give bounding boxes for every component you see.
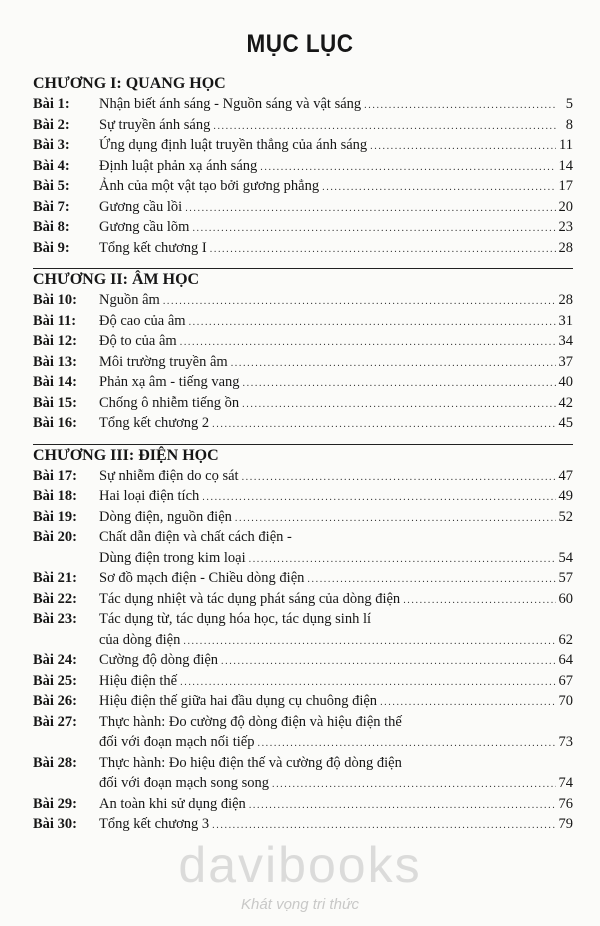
page-number: 52: [558, 508, 573, 525]
toc-entry-line: [33, 197, 573, 218]
lesson-label: Bài 28:: [33, 754, 77, 771]
toc-entry-line: [33, 290, 573, 311]
page-number: 49: [558, 488, 573, 504]
page-number: 45: [558, 415, 573, 431]
page-number: 37: [558, 353, 573, 370]
toc-entry-line: [33, 466, 573, 487]
lesson-title: Độ to của âm: [99, 333, 177, 349]
dot-leader: [212, 415, 555, 436]
dot-leader: [249, 550, 556, 571]
dot-leader: [249, 796, 556, 817]
page-number: 20: [558, 198, 573, 215]
page-title: MỤC LỤC: [246, 30, 354, 58]
lesson-label: Bài 29:: [33, 795, 77, 812]
toc-entry-line: [33, 691, 573, 712]
toc-entry-line: [33, 712, 573, 733]
lesson-title: của dòng điện: [99, 631, 181, 648]
dot-leader: [403, 591, 555, 612]
toc-entry: [33, 814, 573, 835]
lesson-title: Tổng kết chương 2: [99, 415, 210, 431]
page-number: 5: [565, 96, 573, 112]
toc-entry: [33, 156, 573, 177]
toc-entry-line: [33, 527, 573, 548]
toc-entry: [33, 94, 573, 115]
toc-entry-line: [33, 331, 573, 352]
dot-leader: [322, 178, 555, 199]
toc-entry-line: [33, 413, 573, 434]
lesson-label: Bài 11:: [33, 312, 77, 329]
lesson-title: Cường độ dòng điện: [99, 652, 219, 668]
dot-leader: [257, 734, 555, 755]
page-number: 42: [558, 394, 573, 411]
toc-entry-line: [33, 311, 573, 332]
toc-entry-line: [33, 609, 573, 630]
dot-leader: [192, 219, 555, 240]
lesson-title: Chất dẫn điện và chất cách điện -: [99, 529, 292, 545]
lesson-title: Ứng dụng định luật truyền thẳng của ánh sáng: [99, 137, 368, 153]
toc-entry-line: [33, 217, 573, 238]
toc-entry-line: [33, 372, 573, 393]
page-number: 17: [558, 178, 573, 194]
lesson-label: Bài 17:: [33, 467, 77, 484]
toc-entry: [33, 486, 573, 507]
page-number: 70: [558, 693, 573, 709]
toc-entry: [33, 589, 573, 610]
lesson-label: Bài 24:: [33, 652, 77, 668]
dot-leader: [272, 775, 556, 796]
toc-entry: [33, 176, 573, 197]
toc-entry: [33, 135, 573, 156]
lesson-label: Bài 20:: [33, 529, 77, 545]
lesson-label: Bài 18:: [33, 488, 77, 504]
toc-entry: [33, 691, 573, 712]
toc-entry: [33, 650, 573, 671]
toc-entry-line: [33, 630, 573, 651]
toc-entry-line: [33, 238, 573, 259]
lesson-title: Dòng điện, nguồn điện: [99, 508, 232, 525]
dot-leader: [221, 652, 555, 673]
page-number: 62: [558, 631, 573, 648]
lesson-label: Bài 12:: [33, 333, 77, 349]
toc-entry: [33, 352, 573, 373]
chapter-heading: CHƯƠNG I: QUANG HỌC: [33, 75, 226, 92]
toc-entry: [33, 753, 573, 794]
chapter-heading: CHƯƠNG III: ĐIỆN HỌC: [33, 444, 573, 466]
page-number: 67: [558, 672, 573, 689]
dot-leader: [380, 693, 555, 714]
toc-entry-line: [33, 814, 573, 835]
lesson-label: Bài 8:: [33, 219, 70, 235]
lesson-title: Chống ô nhiễm tiếng ồn: [99, 394, 240, 411]
toc-entry: [33, 290, 573, 311]
toc-entry-line: [33, 773, 573, 794]
lesson-label: Bài 2:: [33, 116, 70, 133]
dot-leader: [180, 333, 556, 354]
toc-entry-line: [33, 568, 573, 589]
page-number: 47: [558, 467, 573, 484]
dot-leader: [260, 158, 555, 179]
dot-leader: [231, 354, 556, 375]
page-number: 57: [558, 570, 573, 586]
toc-entry: [33, 238, 573, 259]
toc-entry: [33, 331, 573, 352]
page-number: 28: [558, 292, 573, 308]
lesson-label: Bài 27:: [33, 713, 77, 730]
lesson-label: Bài 25:: [33, 672, 77, 689]
dot-leader: [183, 632, 555, 653]
lesson-title: đối với đoạn mạch nối tiếp: [99, 734, 255, 750]
toc-entry: [33, 507, 573, 528]
toc-entry: [33, 609, 573, 650]
toc-entry-line: [33, 671, 573, 692]
lesson-label: Bài 30:: [33, 816, 77, 832]
dot-leader: [189, 313, 556, 334]
lesson-title: Độ cao của âm: [99, 312, 186, 329]
toc-entry: [33, 794, 573, 815]
dot-leader: [180, 673, 555, 694]
toc-entry-line: [33, 650, 573, 671]
toc-entry: [33, 372, 573, 393]
page-number: 60: [558, 590, 573, 607]
toc-entry-line: [33, 486, 573, 507]
chapter-heading: CHƯƠNG II: ÂM HỌC: [33, 268, 573, 290]
lesson-title: Môi trường truyền âm: [99, 353, 228, 370]
lesson-label: Bài 21:: [33, 570, 77, 586]
toc-entry-line: [33, 794, 573, 815]
watermark-logo: davibooks: [178, 837, 422, 893]
toc-entry: [33, 393, 573, 414]
page-number: 11: [559, 137, 573, 153]
toc-entry-line: [33, 507, 573, 528]
lesson-title: Thực hành: Đo hiệu điện thế và cường độ dòng điện: [99, 754, 402, 771]
toc-entry-line: [33, 589, 573, 610]
lesson-title: Sơ đồ mạch điện - Chiều dòng điện: [99, 570, 305, 586]
lesson-title: Định luật phản xạ ánh sáng: [99, 157, 258, 174]
toc-entry: [33, 527, 573, 568]
toc-entry: [33, 466, 573, 487]
lesson-title: Dùng điện trong kim loại: [99, 549, 246, 566]
lesson-title: Nguồn âm: [99, 292, 160, 308]
dot-leader: [212, 816, 555, 837]
lesson-label: Bài 15:: [33, 394, 77, 411]
lesson-label: Bài 23:: [33, 611, 77, 627]
lesson-title: Tác dụng từ, tác dụng hóa học, tác dụng sinh lí: [99, 611, 372, 627]
lesson-title: Phản xạ âm - tiếng vang: [99, 374, 240, 390]
page-number: 40: [558, 374, 573, 390]
page-number: 31: [558, 312, 573, 329]
lesson-title: Thực hành: Đo cường độ dòng điện và hiệu điện thế: [99, 713, 402, 730]
lesson-title: Hiệu điện thế giữa hai đầu dụng cụ chuông điện: [99, 693, 378, 709]
lesson-title: Hiệu điện thế: [99, 672, 178, 689]
toc-entry-line: [33, 156, 573, 177]
toc-entry: [33, 311, 573, 332]
lesson-label: Bài 19:: [33, 508, 77, 525]
lesson-label: Bài 10:: [33, 292, 77, 308]
toc-entry: [33, 115, 573, 136]
dot-leader: [242, 468, 556, 489]
dot-leader: [185, 199, 555, 220]
toc-entry: [33, 671, 573, 692]
lesson-label: Bài 7:: [33, 198, 70, 215]
toc-entry-line: [33, 176, 573, 197]
lesson-title: Tác dụng nhiệt và tác dụng phát sáng của dòng điện: [99, 590, 401, 607]
toc-entry-line: [33, 115, 573, 136]
page-number: 34: [558, 333, 573, 349]
dot-leader: [307, 570, 555, 591]
dot-leader: [242, 395, 555, 416]
lesson-title: Nhận biết ánh sáng - Nguồn sáng và vật sáng: [99, 96, 362, 112]
page-number: 14: [558, 157, 573, 174]
page-number: 28: [558, 239, 573, 256]
toc-entry-line: [33, 393, 573, 414]
dot-leader: [235, 509, 556, 530]
lesson-title: Sự truyền ánh sáng: [99, 116, 211, 133]
lesson-title: Ảnh của một vật tạo bởi gương phẳng: [99, 178, 320, 194]
lesson-title: Gương cầu lõm: [99, 219, 190, 235]
toc-entry: [33, 197, 573, 218]
dot-leader: [163, 292, 556, 313]
dot-leader: [213, 117, 556, 138]
toc-entry: [33, 217, 573, 238]
lesson-label: Bài 9:: [33, 239, 70, 256]
dot-leader: [210, 240, 556, 261]
page-number: 73: [558, 734, 573, 750]
toc-entry-line: [33, 352, 573, 373]
toc-entry-line: [33, 753, 573, 774]
lesson-title: Sự nhiễm điện do cọ sát: [99, 467, 239, 484]
dot-leader: [370, 137, 556, 158]
table-of-contents: [33, 74, 573, 835]
lesson-label: Bài 22:: [33, 590, 77, 607]
page-number: 64: [558, 652, 573, 668]
toc-entry: [33, 568, 573, 589]
page-number: 54: [558, 549, 573, 566]
lesson-label: Bài 13:: [33, 353, 77, 370]
toc-entry-line: [33, 135, 573, 156]
watermark-slogan: Khát vọng tri thức: [241, 896, 359, 913]
toc-entry: [33, 712, 573, 753]
page-number: 74: [558, 775, 573, 791]
lesson-label: Bài 16:: [33, 415, 77, 431]
lesson-title: Tổng kết chương I: [99, 239, 207, 256]
toc-entry-line: [33, 732, 573, 753]
lesson-title: An toàn khi sử dụng điện: [99, 795, 246, 812]
page-number: 8: [565, 116, 573, 133]
lesson-title: Tổng kết chương 3: [99, 816, 210, 832]
lesson-label: Bài 4:: [33, 157, 70, 174]
lesson-title: đối với đoạn mạch song song: [99, 775, 269, 791]
toc-entry: [33, 413, 573, 434]
page-number: 23: [558, 219, 573, 235]
dot-leader: [364, 96, 556, 117]
page-number: 76: [558, 795, 573, 812]
page-number: 79: [558, 816, 573, 832]
dot-leader: [243, 374, 556, 395]
lesson-label: Bài 5:: [33, 178, 70, 194]
lesson-label: Bài 3:: [33, 137, 70, 153]
lesson-label: Bài 14:: [33, 374, 77, 390]
toc-entry-line: [33, 548, 573, 569]
lesson-title: Gương cầu lồi: [99, 198, 183, 215]
lesson-title: Hai loại điện tích: [99, 488, 200, 504]
lesson-label: Bài 26:: [33, 693, 77, 709]
lesson-label: Bài 1:: [33, 96, 70, 112]
toc-entry-line: [33, 94, 573, 115]
dot-leader: [202, 488, 555, 509]
